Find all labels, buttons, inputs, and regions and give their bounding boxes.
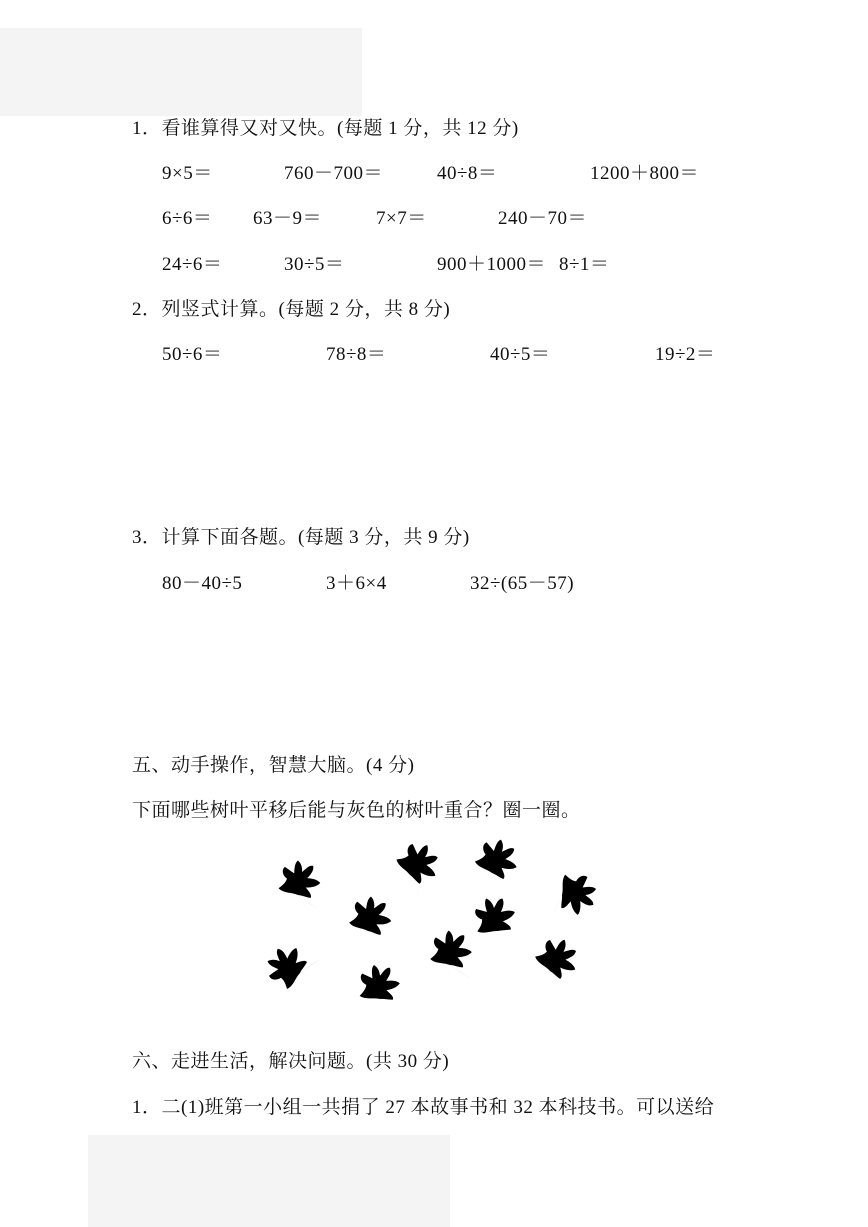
q1-expr: 6÷6＝ xyxy=(162,208,213,229)
q1-expr: 760－700＝ xyxy=(284,163,384,184)
q2-expr: 50÷6＝ xyxy=(162,344,223,365)
q2-expr: 40÷5＝ xyxy=(490,344,551,365)
q3-expr: 32÷(65－57) xyxy=(470,573,575,594)
q1-expr: 240－70＝ xyxy=(498,208,588,229)
leaf-2[interactable] xyxy=(387,837,444,900)
section-6-q1-text: 1．二(1)班第一小组一共捐了 27 本故事书和 32 本科技书。可以送给 xyxy=(132,1097,715,1118)
leaf-gray-target xyxy=(425,927,477,987)
q2-expr: 19÷2＝ xyxy=(655,344,716,365)
leaf-6[interactable] xyxy=(465,890,527,956)
q3-title: 3．计算下面各题。(每题 3 分，共 9 分) xyxy=(132,527,470,548)
leaf-7[interactable] xyxy=(263,943,322,993)
section-5-title: 五、动手操作，智慧大脑。(4 分) xyxy=(132,755,415,776)
q1-expr: 30÷5＝ xyxy=(284,254,345,275)
q1-title: 1．看谁算得又对又快。(每题 1 分，共 12 分) xyxy=(132,118,519,139)
q3-expr: 80－40÷5 xyxy=(162,573,243,594)
q1-expr: 900＋1000＝ xyxy=(437,254,547,275)
scan-shade-bottom xyxy=(88,1135,450,1227)
q1-expr: 9×5＝ xyxy=(162,163,213,184)
q1-expr: 1200＋800＝ xyxy=(590,163,700,184)
section-6-title: 六、走进生活，解决问题。(共 30 分) xyxy=(132,1051,450,1072)
leaf-9[interactable] xyxy=(528,933,582,994)
leaf-3[interactable] xyxy=(472,838,518,893)
section-5-prompt: 下面哪些树叶平移后能与灰色的树叶重合？圈一圈。 xyxy=(132,800,581,821)
leaves-figure xyxy=(260,835,620,1035)
q2-expr: 78÷8＝ xyxy=(326,344,387,365)
q3-expr: 3＋6×4 xyxy=(326,573,387,594)
q1-expr: 40÷8＝ xyxy=(437,163,498,184)
q1-expr: 8÷1＝ xyxy=(559,254,610,275)
leaf-4[interactable] xyxy=(539,866,602,923)
q1-expr: 7×7＝ xyxy=(376,208,427,229)
q2-title: 2．列竖式计算。(每题 2 分，共 8 分) xyxy=(132,299,451,320)
leaf-5[interactable] xyxy=(347,895,393,950)
leaf-8[interactable] xyxy=(351,959,408,1022)
scan-shade-top xyxy=(0,28,362,116)
q1-expr: 63－9＝ xyxy=(253,208,323,229)
leaf-1[interactable] xyxy=(274,857,324,916)
q1-expr: 24÷6＝ xyxy=(162,254,223,275)
